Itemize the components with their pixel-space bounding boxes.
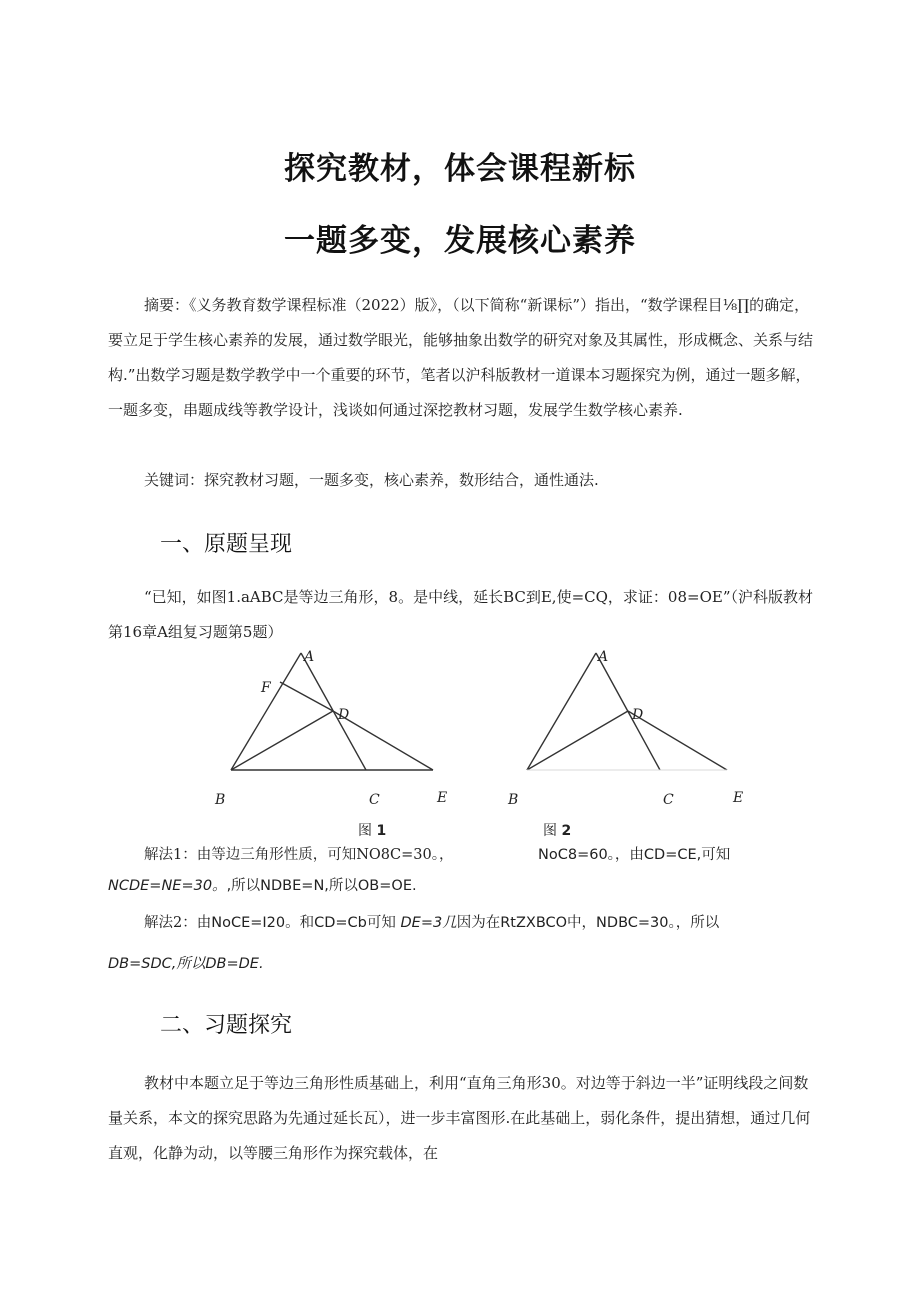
label-C: C (369, 792, 380, 808)
caption-prefix: 图 (358, 823, 372, 839)
solution-1-italic: NCDE=NE=30。 (108, 878, 227, 894)
section-heading-2: 二、习题探究 (160, 1013, 293, 1038)
label-E: E (437, 790, 448, 806)
figure-1-diagram (205, 645, 455, 815)
solution-2-line-1 (144, 911, 719, 932)
solution-1-line-1 (144, 843, 453, 864)
problem-text: “已知，如图1.aABC是等边三角形，8。是中线，延长BC到E,使=CQ，求证：08=OE”（沪科版教材第16章A组复习题第5题） (108, 588, 813, 641)
label-B: B (508, 792, 519, 808)
keywords-text: 关键词：探究教材习题，一题多变，核心素养，数形结合，通性通法. (144, 471, 599, 489)
solution-1-line-1b (538, 843, 730, 864)
abstract-paragraph (108, 288, 820, 428)
solution-1-line-2 (108, 874, 417, 895)
caption-prefix: 图 (543, 823, 557, 839)
solution-1-part-2: NoC8=60。，由CD=CE,可知 (538, 847, 731, 863)
section-2-paragraph (108, 1066, 820, 1171)
figure-2 (495, 645, 755, 820)
label-C: C (663, 792, 674, 808)
section-2-text: 教材中本题立足于等边三角形性质基础上，利用“直角三角形30。对边等于斜边一半”证明线段之间数量关系，本文的探究思路为先通过延长瓦），进一步丰富图形.在此基础上，弱化条件，提出猜想，通过几何直观，化静为动，以等腰三角形作为探究载体，在 (108, 1074, 811, 1162)
label-B: B (215, 792, 226, 808)
figure-1-caption (358, 820, 386, 840)
caption-number: 2 (561, 823, 572, 839)
segment-BD (231, 711, 333, 770)
solution-1-part-1: 由等边三角形性质，可知NO8C=30。， (196, 847, 454, 863)
label-F: F (261, 680, 271, 696)
abstract-text: 摘要：《义务教育数学课程标准（2022）版》，（以下简称“新课标”）指出，“数学课程目⅛∏的确定，要立足于学生核心素养的发展，通过数学眼光，能够抽象出数学的研究对象及其属性，形成概念、关系与结构.”出数学习题是数学教学中一个重要的环节，笔者以沪科版教材一道课本习题探究为例，通过一题多解，一题多变，串题成线等教学设计，浅谈如何通过深挖教材习题，发展学生数学核心素养. (108, 296, 814, 419)
solution-1-rest: ,所以NDBE=N,所以OB=OE. (226, 878, 417, 894)
segment-AB (231, 653, 301, 770)
label-E: E (733, 790, 744, 806)
figure-2-diagram (495, 645, 755, 815)
solution-2-conclusion: DB=SDC,所以DB=DE. (108, 956, 264, 972)
label-D: D (338, 707, 350, 723)
title-line-2: 一题多变，发展核心素养 (284, 223, 636, 259)
solution-2-italic: DE=3几 (400, 915, 457, 931)
segment-AB (527, 653, 596, 770)
solution-2-part-1: 由NoCE=I20。和CD=Cb可知 (196, 915, 396, 931)
label-A: A (598, 649, 609, 665)
problem-paragraph (108, 580, 820, 650)
solution-2-rest: 因为在RtZXBCO中，NDBC=30。，所以 (456, 915, 720, 931)
figure-2-caption (543, 820, 571, 840)
solution-2-line-2 (108, 952, 264, 973)
segment-BD (527, 711, 628, 770)
solution-1-lead: 解法1： (144, 847, 197, 863)
label-A: A (304, 649, 315, 665)
figure-1 (205, 645, 455, 820)
solution-2-lead: 解法2： (144, 915, 197, 931)
keywords-paragraph (108, 463, 820, 498)
label-D: D (632, 707, 644, 723)
section-heading-1: 一、原题呈现 (160, 532, 293, 557)
caption-number: 1 (376, 823, 387, 839)
title-line-1: 探究教材，体会课程新标 (284, 151, 636, 187)
